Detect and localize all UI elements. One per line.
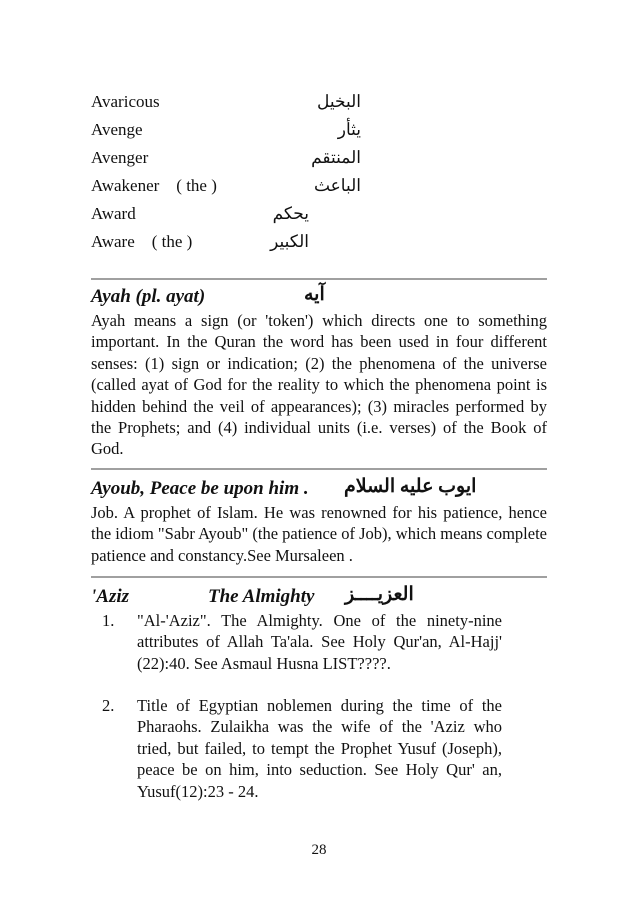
list-item: Title of Egyptian noblemen during the time of the Pharaohs. Zulaikha was the wife of the 'Aziz who tried, but failed, to tempt the Prophet Yusuf (Joseph), peace be on him, into seduction. See Holy Qur' an, Yusuf(12):23 - 24.: [137, 696, 502, 801]
vocab-arabic: البخيل: [316, 92, 361, 111]
vocab-term: Aware ( the ): [91, 232, 193, 251]
list-number: 1.: [102, 611, 115, 630]
entry-title: Ayoub, Peace be upon him .: [91, 478, 309, 499]
entry-arabic-title: ايوب عليه السلام: [344, 476, 477, 497]
list-number: 2.: [102, 696, 115, 715]
vocab-term: Avenger: [91, 148, 149, 167]
divider: [91, 468, 547, 470]
entry-arabic-title: آيه: [304, 284, 325, 305]
list-item: "Al-'Aziz". The Almighty. One of the ninety-nine attributes of Allah Ta'ala. See Holy Qur'an, Al-Hajj' (22):40. See Asmaul Husna LIST????.: [137, 611, 502, 673]
vocab-term: Avenge: [91, 120, 143, 139]
divider: [91, 278, 547, 280]
vocab-term: Award: [91, 204, 136, 223]
entry-body: Job. A prophet of Islam. He was renowned for his patience, hence the idiom "Sabr Ayoub" (the patience of Job), which means complete patience and constancy.See Mursaleen .: [91, 503, 547, 565]
vocab-term: Avaricous: [91, 92, 160, 111]
page-number: 28: [311, 842, 327, 858]
entry-title: 'Aziz: [91, 586, 130, 607]
entry-body: Ayah means a sign (or 'token') which directs one to something important. In the Quran the word has been used in four different senses: (1) sign or indication; (2) the phenomena of the universe (called ayat of God for the reality to which the phenomena point is hidden behind the veil of appearances); (3) miracles performed by the Prophets; and (4) individual units (i.e. verses) of the Book of God.: [91, 311, 547, 459]
vocab-arabic: المنتقم: [311, 148, 361, 167]
vocab-arabic: الكبير: [270, 232, 309, 251]
divider: [91, 576, 547, 578]
entry-title: Ayah (pl. ayat): [91, 286, 206, 307]
vocab-arabic: يثأر: [337, 120, 361, 139]
entry-arabic-title: العزيــــز: [345, 584, 414, 605]
vocab-arabic: يحكم: [272, 204, 309, 223]
entry-subtitle: The Almighty: [208, 586, 315, 607]
vocab-arabic: الباعث: [313, 176, 361, 195]
vocab-term: Awakener ( the ): [91, 176, 217, 195]
